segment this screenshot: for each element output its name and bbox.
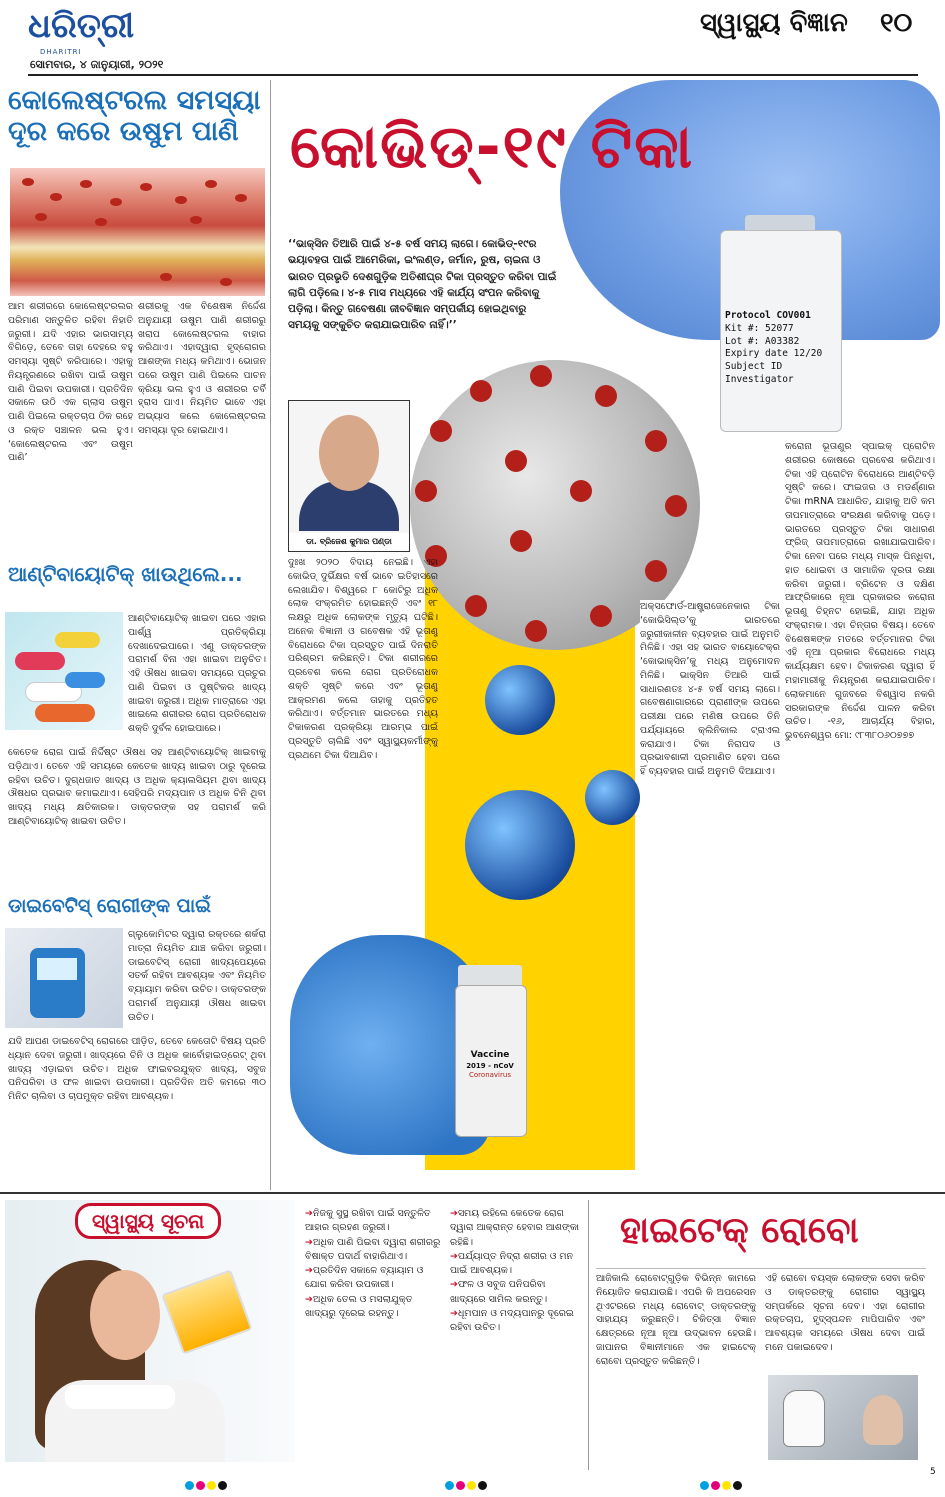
article-text: ବ୍ରିଟେନ ଓ ଦକ୍ଷିଣ ଆଫ୍ରିକାରେ ନୂଆ ପ୍ରକାରର କରୋନା ଭୂତାଣୁ ଚିହ୍ନଟ ହୋଇଛି, ଯାହା ଅଧିକ ସଂକ୍ରାମକ। ଏହା ଚିନ୍ତାର ବିଷୟ। ତେବେ ବିଶେଷଜ୍ଞଙ୍କ ମତରେ ବର୍ତ୍ତମାନର ଟିକା ଏହି ନୂଆ ପ୍ରକାର ବିରୋଧରେ ମଧ୍ୟ କାର୍ଯ୍ୟକ୍ଷମ ହେବ। ଟିକାକରଣ ଦ୍ୱାରା ହିଁ ମହାମାରୀକୁ ନିୟନ୍ତ୍ରଣ କରାଯାଇପାରିବ। ଲୋକମାନେ ଗୁଜବରେ ବିଶ୍ୱାସ ନକରି ସରକାରଙ୍କ ନିର୍ଦ୍ଦେଶ ପାଳନ କରିବା ଉଚିତ। -୧୬, ଆଚାର୍ଯ୍ୟ ବିହାର, ଭୁବନେଶ୍ୱର ମୋ: ୯୮୩୮୦୬୦୭୭୭: [785, 578, 935, 742]
arrow-icon: ➔: [450, 1307, 458, 1319]
tip-text: ପର୍ଯ୍ୟାପ୍ତ ନିଦ୍ରା ଶରୀର ଓ ମନ ପାଇଁ ଆବଶ୍ୟକ।: [450, 1250, 574, 1276]
arrow-icon: ➔: [305, 1265, 313, 1276]
antibiotic-side-text: [128, 612, 266, 742]
photo-face: [90, 1270, 160, 1360]
cyan-mark: [700, 1481, 709, 1490]
covid-col1: [288, 556, 438, 936]
blood-cell: [110, 198, 122, 206]
tip-item: [450, 1278, 582, 1307]
virus-spike: [470, 380, 492, 402]
magenta-mark: [456, 1481, 465, 1490]
expert-quote: ‘‘ଭାକ୍‌ସିନ ତିଆରି ପାଇଁ ୪-୫ ବର୍ଷ ସମୟ ଲାଗେ। କୋଭିଡ୍-୧୯ର ଭୟାବହତା ପାଇଁ ଆମେରିକା, ଇଂଲଣ୍ଡ, ଜର୍ମାନ, ରୁଷ, ଚାଇନା ଓ ଭାରତ ପ୍ରଭୃତି ଦେଶଗୁଡ଼ିକ ଅତିଶୀଘ୍ର ଟିକା ପ୍ରସ୍ତୁତ କରିବା ପାଇଁ ଲାଗି ପଡ଼ିଲେ। ୪-୫ ମାସ ମଧ୍ୟରେ ଏହି କାର୍ଯ୍ୟ ସଂପନ କରିବାକୁ ପଡ଼ିଲା। କିନ୍ତୁ ଗବେଷଣା ଜୀବବିଜ୍ଞାନ ସମ୍ପର୍କୀୟ ହୋଇଥିବାରୁ ସମୟକୁ ସଙ୍କୁଚିତ କରାଯାଇପାରିବ ନାହିଁ।’’: [288, 238, 557, 332]
robot-photo: [768, 1375, 918, 1460]
virus-spike: [510, 530, 532, 552]
health-tips-col1: [305, 1207, 445, 1469]
cholesterol-headline: [8, 85, 268, 147]
tip-text: ନିଜକୁ ସୁସ୍ଥ ରଖିବା ପାଇଁ ସନ୍ତୁଳିତ ଆହାର ଗ୍ରହଣ ଜରୁରୀ।: [305, 1208, 431, 1234]
page-number: ୧୦: [880, 8, 913, 38]
virus-blue: [465, 790, 575, 900]
health-tips-col2: [450, 1207, 582, 1469]
robot-col2: [765, 1272, 925, 1372]
black-mark: [218, 1481, 227, 1490]
tip-item: [305, 1293, 445, 1322]
yellow-mark: [722, 1481, 731, 1490]
divider: [28, 74, 918, 76]
virus-spike: [465, 595, 487, 617]
person-figure: [863, 1395, 903, 1445]
glucometer-photo: [5, 928, 123, 1028]
virus-blue: [585, 770, 640, 825]
juice-glass: [161, 1269, 252, 1354]
section-title: ସ୍ୱାସ୍ଥ୍ୟ ବିଜ୍ଞାନ: [700, 8, 848, 38]
diabetes-side-text: [128, 928, 266, 1033]
robot-col1: [596, 1272, 756, 1467]
yellow-mark: [467, 1481, 476, 1490]
blood-cell: [235, 194, 247, 202]
article-text: ଏହି ରୋବୋ ବୟସ୍କ ଲୋକଙ୍କ ସେବା କରିବ ଓ ଡାକ୍ତରଙ୍କୁ ରୋଗୀର ସ୍ୱାସ୍ଥ୍ୟ ସମ୍ପର୍କରେ ସୂଚନା ଦେବ। ଏହା ରୋଗୀର ରକ୍ତଚାପ, ହୃଦ୍‌ସ୍ପନ୍ଦନ ମାପିପାରିବ ଏବଂ ଆବଶ୍ୟକ ସମୟରେ ଔଷଧ ଦେବା ପାଇଁ ମନେ ପକାଇଦେବ।: [765, 1273, 925, 1353]
author-caption: ଡା. ବ୍ରିଜେଶ କୁମାର ପଣ୍ଡା: [289, 533, 409, 551]
diabetes-headline: ଡାଇବେଟିସ୍ ରୋଗୀଙ୍କ ପାଇଁ: [8, 895, 211, 917]
arrow-icon: ➔: [450, 1279, 458, 1291]
headline-line: କୋଲେଷ୍ଟରଲ ସମସ୍ୟା: [8, 85, 261, 116]
vial-label-line: Subject ID: [725, 361, 783, 373]
pill: [65, 672, 105, 688]
tip-item: [450, 1250, 582, 1279]
blood-cell: [175, 196, 187, 204]
tip-text: ଅଧିକ ତେଲ ଓ ମସଲାଯୁକ୍ତ ଖାଦ୍ୟରୁ ଦୂରେଇ ରହନ୍ତୁ।: [305, 1293, 413, 1319]
woman-drinking-juice-photo: [5, 1200, 295, 1462]
author-portrait: [288, 400, 410, 552]
print-page-number: 5: [930, 1467, 936, 1477]
pills-photo: [5, 612, 123, 730]
virus-spike: [665, 495, 687, 517]
blood-cell: [95, 218, 107, 226]
pill: [55, 632, 100, 648]
article-text: ଦୁଃଖ ୨୦୨୦ ବିଦାୟ ନେଇଛି। ଏହା କୋଭିଡ୍ ଦୁର୍ଭିକ୍ଷର ବର୍ଷ ଭାବେ ଇତିହାସରେ ଲେଖାଯିବ। ବିଶ୍ୱରେ ୮ କୋଟିରୁ ଅଧିକ ଲୋକ ସଂକ୍ରମିତ ହୋଇଛନ୍ତି ଏବଂ ୧୮ ଲକ୍ଷରୁ ଅଧିକ ଲୋକଙ୍କ ମୃତ୍ୟୁ ଘଟିଛି। ଅନେକ ବିଜ୍ଞାନୀ ଓ ଗବେଷକ ଏହି ଭୂତାଣୁ ବିରୋଧରେ ଟିକା ପ୍ରସ୍ତୁତ ପାଇଁ ଦିନରାତି ପରିଶ୍ରମ କରିଛନ୍ତି। ଟିକା ଶରୀରରେ ପ୍ରବେଶ କଲେ ରୋଗ ପ୍ରତିରୋଧକ ଶକ୍ତି ସୃଷ୍ଟି କରେ ଏବଂ ଭୂତାଣୁ ଆକ୍ରମଣ କଲେ ତାହାକୁ ପ୍ରତିହତ କରିଥାଏ। ବର୍ତ୍ତମାନ ଭାରତରେ ମଧ୍ୟ ଟିକାକରଣ ପ୍ରକ୍ରିୟା ଆରମ୍ଭ ପାଇଁ ପ୍ରସ୍ତୁତି ଚାଲିଛି ଏବଂ ସ୍ୱାସ୍ଥ୍ୟକର୍ମୀଙ୍କୁ ପ୍ରଥମେ ଟିକା ଦିଆଯିବ।: [288, 557, 438, 761]
yellow-mark: [207, 1481, 216, 1490]
article-text: କେତେକ ରୋଗ ପାଇଁ ନିର୍ଦ୍ଦିଷ୍ଟ ଔଷଧ ସହ ଆଣ୍ଟିବାୟୋଟିକ୍ ଖାଇବାକୁ ପଡ଼ିଥାଏ। ତେବେ ଏହି ସମୟରେ କେତେକ ଖାଦ୍ୟ ଖାଇବା ଠାରୁ ଦୂରେଇ ରହିବା ଉଚିତ। ଦୁଗ୍ଧଜାତ ଖାଦ୍ୟ ଓ ଅଧିକ କ୍ୟାଲସିୟମ ଥିବା ଖାଦ୍ୟ ଔଷଧର ପ୍ରଭାବ କମାଇଥାଏ। ସେହିପରି ମଦ୍ୟପାନ ଓ ଅଧିକ ଚିନି ଥିବା ଖାଦ୍ୟ ମଧ୍ୟ କ୍ଷତିକାରକ। ଡାକ୍ତରଙ୍କ ସହ ପରାମର୍ଶ କରି ଆଣ୍ଟିବାୟୋଟିକ୍ ଖାଇବା ଉଚିତ।: [8, 747, 266, 827]
cyan-mark: [185, 1481, 194, 1490]
virus-spike: [590, 605, 612, 627]
blood-cell: [160, 273, 172, 281]
health-tips-banner: ସ୍ୱାସ୍ଥ୍ୟ ସୂଚନା: [75, 1203, 221, 1239]
virus-spike: [570, 480, 592, 502]
covid-headline: କୋଭିଡ୍-୧୯ ଟିକା: [290, 112, 695, 182]
masthead-sub: DHARITRI: [40, 48, 82, 56]
meter-screen: [37, 958, 77, 980]
blood-cell: [220, 278, 232, 286]
vial-label-line: Expiry date 12/20: [725, 348, 823, 360]
vial-label: [458, 1050, 522, 1080]
virus-spike: [530, 365, 552, 387]
article-text: ଶରୀରକୁ ଏକ ବିଶେଷଜ୍ଞ ନିର୍ଦ୍ଦେଶ ଅନୁଯାୟୀ ଉଷୁମ ପାଣି ଶରୀରରୁ ଖରାପ କୋଲେଷ୍ଟରଲ ବାହାର କରିଥାଏ। ଏହାଦ୍ୱାରା ହୃଦ୍‌ରୋଗର ଆଶଙ୍କା ମଧ୍ୟ କମିଥାଏ। ଭୋଜନ ପରେ ଉଷୁମ ପାଣି ପିଇଲେ ପାଚନ କ୍ରିୟା ଭଲ ହୁଏ ଓ ଶରୀରର ଚର୍ବି ହ୍ରାସ ପାଏ। ନିୟମିତ ଭାବେ ଏହା ଅଭ୍ୟାସ କଲେ କୋଲେଷ୍ଟରଲ ସମସ୍ୟା ଦୂର ହୋଇଥାଏ।: [138, 301, 266, 436]
divider: [270, 80, 271, 1190]
black-mark: [733, 1481, 742, 1490]
divider: [0, 1192, 945, 1194]
article-text: ଅକ୍ସଫୋର୍ଡ-ଆଷ୍ଟ୍ରାଜେନେକାର ଟିକା ‘କୋଭିସିଲ୍ଡ’କୁ ଭାରତରେ ଜରୁରୀକାଳୀନ ବ୍ୟବହାର ପାଇଁ ଅନୁମତି ମିଳିଛି। ଏହା ସହ ଭାରତ ବାୟୋଟେକ୍‌ର ‘କୋଭାକ୍ସିନ’କୁ ମଧ୍ୟ ଅନୁମୋଦନ ମିଳିଛି। ଭାକ୍‌ସିନ ତିଆରି ପାଇଁ ସାଧାରଣତଃ ୪-୫ ବର୍ଷ ସମୟ ଲାଗେ। ଗବେଷଣାଗାରରେ ପ୍ରାଣୀଙ୍କ ଉପରେ ପରୀକ୍ଷା ପରେ ମଣିଷ ଉପରେ ତିନି ପର୍ଯ୍ୟାୟରେ କ୍ଲିନିକାଲ ଟ୍ରାଏଲ କରାଯାଏ। ଟିକା ନିରାପଦ ଓ ପ୍ରଭାବଶାଳୀ ପ୍ରମାଣିତ ହେବା ପରେ ହିଁ ବ୍ୟବହାର ପାଇଁ ଅନୁମତି ଦିଆଯାଏ।: [640, 601, 780, 778]
photo-towel: [65, 1385, 175, 1409]
virus-spike: [645, 560, 667, 582]
headline-line: ଦୂର କରେ ଉଷୁମ ପାଣି: [8, 116, 239, 148]
masthead-logo: ଧରିତ୍ରୀ: [28, 6, 135, 46]
antibiotic-body: [8, 746, 266, 881]
vial-label-line: Lot #: A03382: [725, 335, 800, 347]
black-mark: [478, 1481, 487, 1490]
arrow-icon: ➔: [305, 1208, 313, 1219]
article-text: ଗ୍ଲୁକୋମିଟର ଦ୍ୱାରା ରକ୍ତରେ ଶର୍କରା ମାତ୍ରା ନିୟମିତ ଯାଞ୍ଚ କରିବା ଜରୁରୀ। ଡାଇବେଟିସ୍ ରୋଗୀ ଖାଦ୍ୟପେୟରେ ସତର୍କ ରହିବା ଆବଶ୍ୟକ ଏବଂ ନିୟମିତ ବ୍ୟାୟାମ କରିବା ଉଚିତ। ଡାକ୍ତରଙ୍କ ପରାମର୍ଶ ଅନୁଯାୟୀ ଔଷଧ ଖାଇବା ଉଚିତ।: [128, 929, 266, 1023]
virus-spike: [415, 480, 437, 502]
tip-item: [305, 1264, 445, 1293]
covid-col2: [640, 600, 780, 1170]
vial-label-line: Coronavirus: [469, 1070, 511, 1079]
virus-spike: [645, 430, 667, 452]
article-text: ଆଣ୍ଟିବାୟୋଟିକ୍ ଖାଇବା ପରେ ଏହାର ପାର୍ଶ୍ୱ ପ୍ରତିକ୍ରିୟା ଦେଖାଦେଇପାରେ। ଏଣୁ ଡାକ୍ତରଙ୍କ ପରାମର୍ଶ ବିନା ଏହା ଖାଇବା ଅନୁଚିତ। ଏହି ଔଷଧ ଖାଇବା ସମୟରେ ପ୍ରଚୁର ପାଣି ପିଇବା ଓ ପୁଷ୍ଟିକର ଖାଦ୍ୟ ଖାଇବା ଜରୁରୀ। ଅଧିକ ମାତ୍ରାରେ ଏହା ଖାଇଲେ ଶରୀରର ରୋଗ ପ୍ରତିରୋଧକ ଶକ୍ତି ଦୁର୍ବଳ ହୋଇପାରେ।: [128, 613, 266, 735]
article-text: ଆମ ଶରୀରରେ କୋଲେଷ୍ଟରଲର ପରିମାଣ ସନ୍ତୁଳିତ ରହିବା ନିହାତି ଜରୁରୀ। ଯଦି ଏହାର ଭାରସାମ୍ୟ ବିଗିଡ଼େ, ତେବେ ତାହା ଦେହରେ ବହୁ ସମସ୍ୟା ସୃଷ୍ଟି କରିପାରେ। ଏହାକୁ ନିୟନ୍ତ୍ରଣରେ ରଖିବା ପାଇଁ ଉଷୁମ ପାଣି ପିଇବା ଉପକାରୀ। ପ୍ରତିଦିନ ସକାଳେ ଉଠି ଏକ ଗ୍ଲାସ ଉଷୁମ ପାଣି ପିଇଲେ ରକ୍ତଚାପ ଠିକ ରହେ ଓ ରକ୍ତ ସଞ୍ଚାଳନ ଭଲ ହୁଏ। ‘କୋଲେଷ୍ଟରଲ ଏବଂ ଉଷୁମ ପାଣି’: [8, 301, 133, 464]
arrow-icon: ➔: [305, 1293, 313, 1305]
cholesterol-col1: [8, 300, 133, 540]
tip-text: ଫଳ ଓ ସବୁଜ ପନିପରିବା ଖାଦ୍ୟରେ ସାମିଲ କରନ୍ତୁ।: [450, 1279, 548, 1305]
virus-spike: [595, 385, 617, 407]
virus-blue: [485, 665, 555, 735]
tip-text: ପ୍ରତିଦିନ ସକାଳେ ବ୍ୟାୟାମ ଓ ଯୋଗ କରିବା ଉପକାରୀ।: [305, 1265, 424, 1291]
pill: [35, 704, 95, 722]
article-text: କରୋନା ଭୂତାଣୁର ସ୍ପାଇକ୍ ପ୍ରୋଟିନ ଶରୀରର କୋଷରେ ପ୍ରବେଶ କରିଥାଏ। ଟିକା ଏହି ପ୍ରୋଟିନ ବିରୋଧରେ ଆଣ୍ଟିବଡ଼ି ସୃଷ୍ଟି କରେ। ଫାଇଜର ଓ ମଡର୍ଣ୍ଣାର ଟିକା mRNA ଆଧାରିତ, ଯାହାକୁ ଅତି କମ ତାପମାତ୍ରାରେ ସଂରକ୍ଷଣ କରିବାକୁ ପଡ଼େ। ଭାରତରେ ପ୍ରସ୍ତୁତ ଟିକା ସାଧାରଣ ଫ୍ରିଜ୍ ତାପମାତ୍ରାରେ ରଖାଯାଇପାରିବ। ଟିକା ନେବା ପରେ ମଧ୍ୟ ମାସ୍କ ପିନ୍ଧିବା, ହାତ ଧୋଇବା ଓ ସାମାଜିକ ଦୂରତା ରକ୍ଷା କରିବା ଜରୁରୀ।: [785, 441, 935, 590]
virus-spike: [430, 420, 452, 442]
blood-cell: [190, 216, 202, 224]
portrait-face: [319, 415, 379, 491]
vial-label-line: Investigator: [725, 374, 794, 386]
tip-item: [305, 1236, 445, 1265]
arrow-icon: ➔: [450, 1250, 458, 1262]
vial-label-line: Protocol COV001: [725, 310, 811, 321]
vial-label-line: Kit #: 52077: [725, 322, 794, 334]
vial-label-line: 2019 - nCoV: [466, 1061, 514, 1070]
article-text: ଯଦି ଆପଣ ଡାଇବେଟିସ୍ ରୋଗରେ ପୀଡ଼ିତ, ତେବେ କେତୋଟି ବିଷୟ ପ୍ରତି ଧ୍ୟାନ ଦେବା ଜରୁରୀ। ଖାଦ୍ୟରେ ଚିନି ଓ ଅଧିକ କାର୍ବୋହାଇଡ୍ରେଟ୍ ଥିବା ଖାଦ୍ୟ ଏଡ଼ାଇବା ଉଚିତ। ଅଧିକ ଫାଇବରଯୁକ୍ତ ଖାଦ୍ୟ, ସବୁଜ ପନିପରିବା ଓ ଫଳ ଖାଇବା ଉପକାରୀ। ପ୍ରତିଦିନ ଅତି କମରେ ୩୦ ମିନିଟ ଚାଲିବା ଓ ଚାପମୁକ୍ତ ରହିବା ଆବଶ୍ୟକ।: [8, 1036, 266, 1103]
tip-text: ଅଧିକ ପାଣି ପିଇବା ଦ୍ୱାରା ଶରୀରରୁ ବିଷାକ୍ତ ପଦାର୍ଥ ବାହାରିଥାଏ।: [305, 1236, 441, 1262]
blood-cell: [35, 213, 47, 221]
blood-cell: [205, 180, 217, 188]
robot-figure: [783, 1390, 825, 1447]
dateline: ସୋମବାର, ୪ ଜାନୁୟାରୀ, ୨୦୨୧: [30, 58, 164, 71]
blood-cell: [140, 183, 152, 191]
vial-label-line: Vaccine: [470, 1050, 510, 1060]
arrow-icon: ➔: [305, 1236, 313, 1248]
magenta-mark: [711, 1481, 720, 1490]
artery-illustration: [10, 168, 265, 296]
blood-cell: [50, 193, 62, 201]
tip-item: [305, 1207, 445, 1236]
divider: [588, 1200, 589, 1470]
pill: [15, 652, 65, 670]
magenta-mark: [196, 1481, 205, 1490]
cholesterol-col2: [138, 300, 266, 540]
vial-label: [725, 310, 837, 387]
blood-cell: [80, 180, 92, 188]
divider: [596, 1268, 926, 1269]
tip-text: ଧୂମପାନ ଓ ମଦ୍ୟପାନରୁ ଦୂରେଇ ରହିବା ଉଚିତ।: [450, 1307, 574, 1333]
article-text: ଆଜିକାଲି ରୋବୋଟ୍‌ଗୁଡ଼ିକ ବିଭିନ୍ନ କାମରେ ନିୟୋଜିତ କରାଯାଉଛି। ଏପରି କି ଅପରେସନ ଥିଏଟରରେ ମଧ୍ୟ ରୋବୋଟ୍ ଡାକ୍ତରଙ୍କୁ ସାହାଯ୍ୟ କରୁଛନ୍ତି। ଚିକିତ୍ସା ବିଜ୍ଞାନ କ୍ଷେତ୍ରରେ ନୂଆ ନୂଆ ଉଦ୍ଭାବନ ହେଉଛି। ଜାପାନର ବିଜ୍ଞାନୀମାନେ ଏକ ହାଇଟେକ୍ ରୋବୋ ପ୍ରସ୍ତୁତ କରିଛନ୍ତି।: [596, 1273, 756, 1367]
diabetes-body: [8, 1035, 266, 1185]
print-registration-marks: [0, 1478, 945, 1497]
virus-spike: [525, 620, 547, 642]
robot-headline: ହାଇଟେକ୍ ରୋବୋ: [620, 1210, 859, 1251]
tip-item: [450, 1307, 582, 1336]
virus-spike: [505, 450, 527, 472]
covid-col3: [785, 440, 935, 1170]
antibiotic-headline: ଆଣ୍ଟିବାୟୋଟିକ୍ ଖାଉଥିଲେ...: [8, 562, 243, 586]
cyan-mark: [445, 1481, 454, 1490]
blood-cell: [22, 178, 34, 186]
arrow-icon: ➔: [450, 1208, 458, 1219]
tip-item: [450, 1207, 582, 1250]
tip-text: ସମୟ ରହିଲେ କେତେକ ରୋଗ ଦ୍ୱାରା ଆକ୍ରାନ୍ତ ହେବାର ଆଶଙ୍କା ରହିଛି।: [450, 1208, 580, 1248]
